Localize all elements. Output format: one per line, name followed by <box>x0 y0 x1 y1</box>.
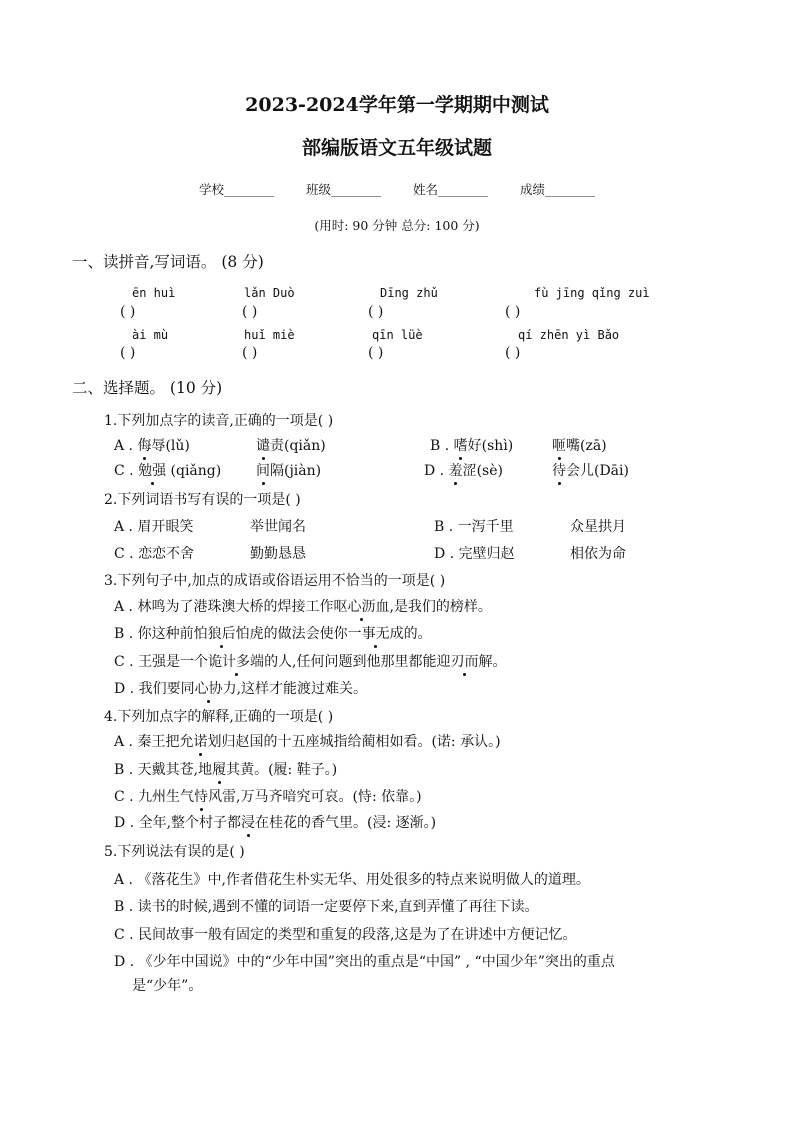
pinyin-8: qí zhēn yì Bǎo <box>518 328 620 342</box>
q3-option-a[interactable]: A . 林鸣为了港珠澳大桥的焊接工作呕心沥血,是我们的榜样。 <box>114 599 492 615</box>
dotted-char: 谴 <box>256 438 270 454</box>
dotted-char: 勉强 <box>138 463 167 479</box>
name-field[interactable]: 姓名________ <box>412 182 488 197</box>
pinyin-7: qīn lüè <box>372 328 423 342</box>
q1-option-a[interactable]: A . 侮辱(lǔ) <box>114 438 190 454</box>
dotted-char: 履 <box>212 762 227 778</box>
school-field[interactable]: 学校________ <box>198 182 274 197</box>
answer-blank-2[interactable]: ( ) <box>242 304 258 320</box>
dotted-char: 待 <box>552 463 566 479</box>
q1-option-d[interactable]: D . 羞涩(sè) <box>424 463 503 479</box>
question-4-stem: 4.下列加点字的解释,正确的一项是( ) <box>104 709 334 725</box>
q4-option-d[interactable]: D . 全年,整个村子都浸在桂花的香气里。(浸: 逐渐。) <box>114 815 437 831</box>
question-3-stem: 3.下列句子中,加点的成语或俗语运用不恰当的一项是( ) <box>104 573 446 589</box>
pinyin-5: ài mù <box>132 328 169 342</box>
pinyin-3: Dīng zhǔ <box>380 286 438 300</box>
dotted-phrase: 同心协力 <box>180 681 237 697</box>
q2-option-d-2: 相依为命 <box>570 546 626 562</box>
dotted-char: 羞 <box>448 463 463 479</box>
q2-option-b-2: 众星拱月 <box>570 519 626 535</box>
time-score-info: (用时: 90 分钟 总分: 100 分) <box>314 218 480 233</box>
q4-option-b[interactable]: B . 天戴其苍,地履其黄。(履: 鞋子。) <box>114 762 338 778</box>
dotted-phrase: 迎刃而解 <box>436 654 493 670</box>
q4-option-a[interactable]: A . 秦王把允诺划归赵国的十五座城指给蔺相如看。(诺: 承认。) <box>114 734 501 750</box>
question-1-stem: 1.下列加点字的读音,正确的一项是( ) <box>104 413 334 429</box>
q5-option-a[interactable]: A . 《落花生》中,作者借花生朴实无华、用处很多的特点来说明做人的道理。 <box>114 872 590 888</box>
exam-title: 2023-2024学年第一学期期中测试 <box>245 94 549 116</box>
dotted-char: 咂 <box>552 438 566 454</box>
q1-option-c[interactable]: C . 勉强 (qiǎng) <box>114 463 222 479</box>
dotted-char: 浸 <box>241 815 256 831</box>
answer-blank-8[interactable]: ( ) <box>505 345 521 361</box>
question-5-stem: 5.下列说法有误的是( ) <box>104 844 245 860</box>
q3-option-b[interactable]: B . 你这种前怕狼后怕虎的做法会使你一事无成的。 <box>114 626 432 642</box>
pinyin-6: huǐ miè <box>244 328 295 342</box>
section-1-heading: 一、读拼音,写词语。 (8 分) <box>72 253 264 271</box>
q2-option-b[interactable]: B . 一泻千里 <box>434 519 514 535</box>
answer-blank-4[interactable]: ( ) <box>505 304 521 320</box>
answer-blank-7[interactable]: ( ) <box>368 345 384 361</box>
q2-option-c[interactable]: C . 恋恋不舍 <box>114 546 195 562</box>
dotted-phrase: 呕心沥血 <box>333 599 390 615</box>
pinyin-4: fù jīng qǐng zuì <box>534 286 650 300</box>
q5-option-b[interactable]: B . 读书的时候,遇到不懂的词语一定要停下来,直到弄懂了再往下读。 <box>114 899 539 915</box>
pinyin-1: ēn huì <box>132 286 176 300</box>
q4-option-c[interactable]: C . 九州生气恃风雷,万马齐喑究可哀。(恃: 依靠。) <box>114 789 422 805</box>
section-2-heading: 二、选择题。 (10 分) <box>72 379 223 397</box>
q5-option-c[interactable]: C . 民间故事一般有固定的类型和重复的段落,这是为了在讲述中方便记忆。 <box>114 927 577 943</box>
dotted-char: 间 <box>256 463 270 479</box>
student-info-fields <box>0 180 794 198</box>
q5-option-d[interactable]: D . 《少年中国说》中的“少年中国”突出的重点是“中国” , “中国少年”突出的重点 <box>114 954 615 970</box>
dotted-char: 嗜 <box>453 438 468 454</box>
answer-blank-6[interactable]: ( ) <box>242 345 258 361</box>
pinyin-2: lǎn Duò <box>244 286 295 300</box>
q1-option-b-2: 咂嘴(zā) <box>552 438 607 454</box>
q1-option-c-2: 间隔(jiàn) <box>256 463 322 479</box>
q1-option-a-2: 谴责(qiǎn) <box>256 438 326 454</box>
q2-option-d[interactable]: D . 完壁归赵 <box>434 546 515 562</box>
q2-option-a-2: 举世闻名 <box>250 519 306 535</box>
class-field[interactable]: 班级________ <box>305 182 381 197</box>
q1-option-d-2: 待会儿(Dāi) <box>552 463 629 479</box>
q3-option-d[interactable]: D . 我们要同心协力,这样才能渡过难关。 <box>114 681 368 697</box>
q2-option-c-2: 勤勤恳恳 <box>250 546 306 562</box>
dotted-char: 诺 <box>193 734 208 750</box>
q3-option-c[interactable]: C . 王强是一个诡计多端的人,任何问题到他那里都能迎刃而解。 <box>114 654 507 670</box>
score-field[interactable]: 成绩________ <box>519 182 595 197</box>
question-2-stem: 2.下列词语书写有误的一项是( ) <box>104 492 301 508</box>
dotted-phrase: 前怕狼后怕虎 <box>179 626 264 642</box>
answer-blank-3[interactable]: ( ) <box>368 304 384 320</box>
answer-blank-5[interactable]: ( ) <box>120 345 136 361</box>
dotted-phrase: 一事无成 <box>347 626 404 642</box>
answer-blank-1[interactable]: ( ) <box>120 304 136 320</box>
q1-option-b[interactable]: B . 嗜好(shì) <box>430 438 514 454</box>
q2-option-a[interactable]: A . 眉开眼笑 <box>114 519 194 535</box>
q5-option-d-continued: 是“少年”。 <box>132 978 203 994</box>
dotted-char: 恃 <box>194 789 209 805</box>
dotted-phrase: 诡计多端 <box>208 654 265 670</box>
dotted-char: 侮 <box>137 438 152 454</box>
exam-subtitle: 部编版语文五年级试题 <box>301 137 492 159</box>
